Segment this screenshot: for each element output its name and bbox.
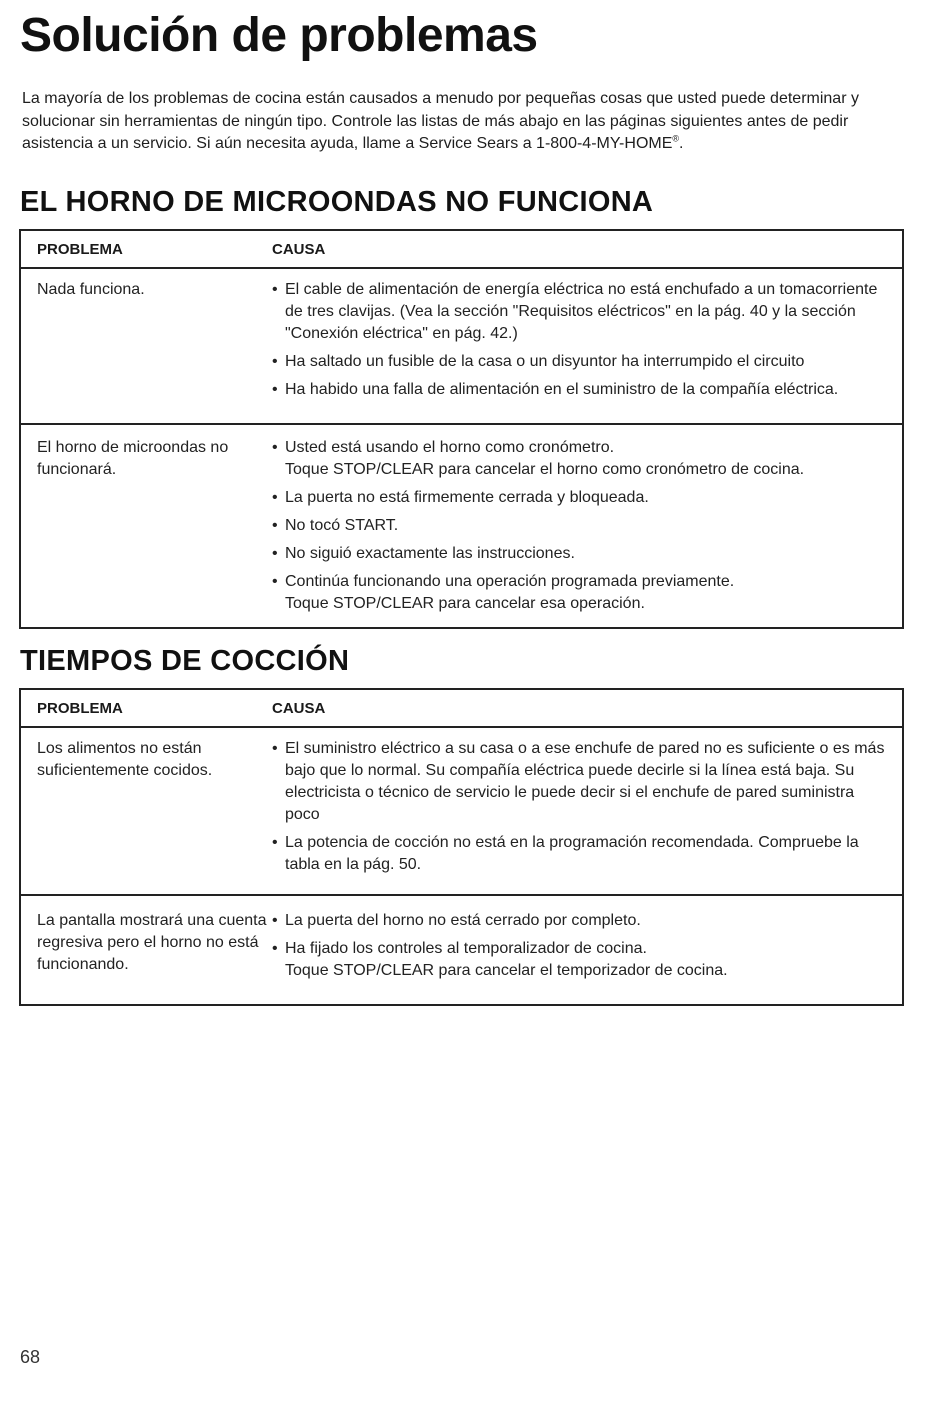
cause-text: Ha habido una falla de alimentación en el suministro de la compañía eléctrica.	[285, 381, 839, 398]
section-title-cooking-times: TIEMPOS DE COCCIÓN	[20, 645, 350, 677]
intro-text: La mayoría de los problemas de cocina están causados a menudo por pequeñas cosas que usted puede determinar y solucionar sin herramientas de ningún tipo. Controle las listas de más abajo en las páginas siguientes antes de pedir asistencia a un servicio. Si aún necesita ayuda, llame a Service Sears a 1-800-4-MY-HOME	[22, 90, 859, 152]
cause-item	[272, 543, 888, 565]
section-title-microwave-not-working: EL HORNO DE MICROONDAS NO FUNCIONA	[20, 186, 654, 218]
cause-text: El cable de alimentación de energía eléctrica no está enchufado a un tomacorriente de tres clavijas. (Vea la sección "Requisitos eléctricos" en la pág. 40 y la sección "Conexión eléctrica" en pág. 42.)	[285, 281, 878, 342]
cause-note: Toque STOP/CLEAR para cancelar el temporizador de cocina.	[285, 962, 728, 979]
problem-text: El horno de microondas no funcionará.	[37, 439, 229, 478]
problem-text: La pantalla mostrará una cuenta regresiva pero el horno no está funcionando.	[37, 912, 267, 973]
bullet-icon: •	[272, 353, 278, 370]
cause-text: La puerta del horno no está cerrado por completo.	[285, 912, 641, 929]
cause-list	[272, 910, 888, 982]
table-row	[20, 727, 903, 895]
cause-item	[272, 738, 888, 826]
cause-item	[272, 938, 888, 982]
intro-end: .	[679, 135, 684, 152]
bullet-icon: •	[272, 489, 278, 506]
cause-text: El suministro eléctrico a su casa o a ese enchufe de pared no es suficiente o es más bajo que lo normal. Su compañía eléctrica puede decirle si la línea está baja. Su electricista o técnico de servicio le puede decir si el enchufe de pared suministra poco	[285, 740, 885, 823]
problem-text: Los alimentos no están suficientemente cocidos.	[37, 740, 213, 779]
registered-mark: ®	[672, 133, 680, 144]
cause-item	[272, 571, 888, 615]
cause-item	[272, 279, 888, 345]
problem-column-header: PROBLEMA	[20, 230, 272, 268]
cause-note: Toque STOP/CLEAR para cancelar esa operación.	[285, 595, 645, 612]
cause-item	[272, 437, 888, 481]
table-header-row	[20, 230, 903, 268]
bullet-icon: •	[272, 940, 278, 957]
cause-text: Ha saltado un fusible de la casa o un disyuntor ha interrumpido el circuito	[285, 353, 805, 370]
page-number: 68	[20, 1347, 41, 1367]
bullet-icon: •	[272, 834, 278, 851]
cause-item	[272, 351, 888, 373]
problem-column-header: PROBLEMA	[20, 689, 272, 727]
cause-text: La puerta no está firmemente cerrada y bloqueada.	[285, 489, 649, 506]
cause-item	[272, 910, 888, 932]
intro-paragraph	[22, 88, 902, 156]
cause-text: No siguió exactamente las instrucciones.	[285, 545, 575, 562]
table-row	[20, 895, 903, 1005]
table-row	[20, 424, 903, 628]
cause-text: Continúa funcionando una operación programada previamente.	[285, 573, 735, 590]
troubleshooting-table-cooking-times	[19, 688, 904, 1006]
cause-text: Ha fijado los controles al temporalizador de cocina.	[285, 940, 647, 957]
cause-item	[272, 487, 888, 509]
cause-item	[272, 515, 888, 537]
page-title: Solución de problemas	[20, 9, 538, 62]
table-header-row	[20, 689, 903, 727]
bullet-icon: •	[272, 545, 278, 562]
problem-text: Nada funciona.	[37, 281, 145, 298]
table-row	[20, 268, 903, 424]
troubleshooting-table-microwave	[19, 229, 904, 629]
cause-text: La potencia de cocción no está en la programación recomendada. Compruebe la tabla en la pág. 50.	[285, 834, 859, 873]
cause-list	[272, 738, 888, 876]
cause-column-header: CAUSA	[272, 689, 903, 727]
bullet-icon: •	[272, 573, 278, 590]
cause-text: No tocó START.	[285, 517, 399, 534]
cause-list	[272, 437, 888, 615]
bullet-icon: •	[272, 740, 278, 757]
cause-item	[272, 832, 888, 876]
cause-note: Toque STOP/CLEAR para cancelar el horno como cronómetro de cocina.	[285, 461, 805, 478]
bullet-icon: •	[272, 281, 278, 298]
bullet-icon: •	[272, 517, 278, 534]
cause-text: Usted está usando el horno como cronómetro.	[285, 439, 615, 456]
bullet-icon: •	[272, 912, 278, 929]
bullet-icon: •	[272, 381, 278, 398]
cause-list	[272, 279, 888, 401]
cause-item	[272, 379, 888, 401]
bullet-icon: •	[272, 439, 278, 456]
cause-column-header: CAUSA	[272, 230, 903, 268]
